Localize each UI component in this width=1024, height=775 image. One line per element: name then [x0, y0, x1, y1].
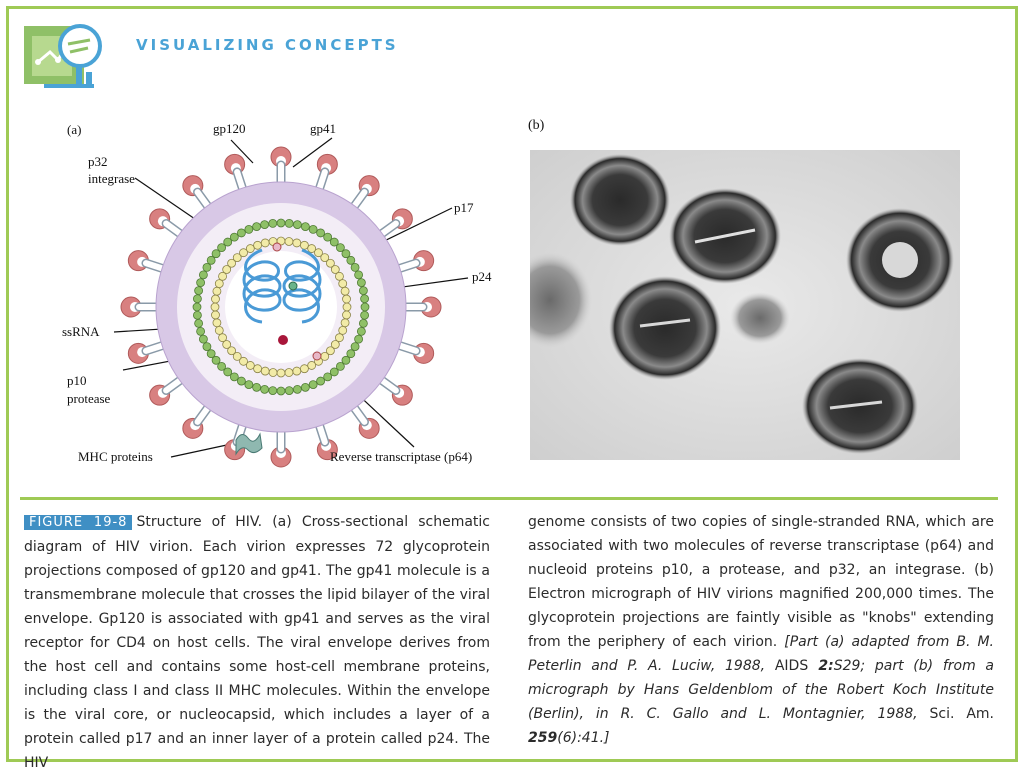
label-reverse-transcriptase: Reverse transcriptase (p64): [330, 449, 473, 464]
p17-ring-bead: [203, 343, 211, 351]
figure-label-badge: FIGURE 19-8: [24, 515, 132, 530]
p17-ring-bead: [195, 287, 203, 295]
p17-ring-bead: [347, 256, 355, 264]
p24-ring-bead: [341, 287, 349, 295]
p24-ring-bead: [254, 365, 262, 373]
p24-ring-bead: [293, 367, 301, 375]
credit-volume-sciam: 259: [528, 730, 558, 746]
core-interior: [225, 251, 337, 363]
p17-ring-bead: [357, 327, 365, 335]
reverse-transcriptase-dot: [313, 352, 321, 360]
p17-ring-bead: [261, 385, 269, 393]
p17-ring-bead: [309, 381, 317, 389]
p17-ring-bead: [237, 229, 245, 237]
p17-ring-bead: [261, 221, 269, 229]
p17-ring-bead: [277, 219, 285, 227]
p10-protease-dot: [278, 335, 288, 345]
label-p24: p24: [472, 269, 492, 284]
p17-ring-bead: [197, 327, 205, 335]
p17-ring-bead: [317, 229, 325, 237]
p24-ring-bead: [300, 365, 308, 373]
label-gp120: gp120: [213, 121, 246, 136]
p24-ring-bead: [285, 369, 293, 377]
p17-ring-bead: [230, 233, 238, 241]
panel-b-label: (b): [528, 118, 545, 133]
label-mhc-proteins: MHC proteins: [78, 449, 153, 464]
caption-text-2: genome consists of two copies of single-stranded RNA, which are associated with two molecules of reverse transcriptase (p64) and nucleoid proteins p10, a protease, and p32, an integrase. (b) Electron micrograph of HIV virions magnified 200,000 times. The glycoprotein projections are faintly visible as "knobs" extending from the periphery of each virion.: [528, 514, 994, 650]
p24-ring-bead: [341, 319, 349, 327]
p24-ring-bead: [335, 272, 343, 280]
p24-ring-bead: [339, 280, 347, 288]
p24-ring-bead: [300, 241, 308, 249]
label-integrase: integrase: [88, 171, 135, 186]
credit-part-3: (6):41.]: [557, 730, 610, 746]
p24-ring-bead: [269, 369, 277, 377]
p17-ring-bead: [359, 287, 367, 295]
p24-ring-bead: [277, 369, 285, 377]
p17-ring-bead: [269, 387, 277, 395]
p24-ring-bead: [261, 239, 269, 247]
label-ssrna: ssRNA: [62, 324, 100, 339]
p24-ring-bead: [285, 237, 293, 245]
label-p32: p32: [88, 154, 108, 169]
p17-ring-bead: [203, 263, 211, 271]
p24-ring-bead: [219, 334, 227, 342]
p24-ring-bead: [246, 245, 254, 253]
p17-ring-bead: [253, 223, 261, 231]
caption-divider: [20, 497, 998, 500]
p24-ring-bead: [215, 280, 223, 288]
p17-ring-bead: [245, 381, 253, 389]
p17-ring-bead: [301, 223, 309, 231]
p17-ring-bead: [324, 373, 332, 381]
p17-ring-bead: [361, 303, 369, 311]
p17-ring-bead: [293, 385, 301, 393]
credit-journal-aids: AIDS: [774, 658, 809, 674]
label-gp41: gp41: [310, 121, 336, 136]
p17-ring-bead: [361, 311, 369, 319]
p17-ring-bead: [355, 335, 363, 343]
p17-ring-bead: [253, 383, 261, 391]
p17-ring-bead: [351, 263, 359, 271]
credit-part-2: S29; part (b) from a micrograph by Hans Geldenblom of the Robert Koch Institute (Berlin), in R. C. Gallo and L. Montagnier, 1988,: [528, 658, 995, 722]
p17-ring-bead: [277, 387, 285, 395]
figure-caption-column-2: [528, 510, 994, 750]
p17-ring-bead: [309, 225, 317, 233]
p17-ring-bead: [193, 311, 201, 319]
p24-ring-bead: [211, 311, 219, 319]
p24-ring-bead: [261, 367, 269, 375]
p24-ring-bead: [215, 326, 223, 334]
p24-ring-bead: [293, 239, 301, 247]
p24-ring-bead: [343, 303, 351, 311]
p17-ring-bead: [195, 319, 203, 327]
p24-ring-bead: [213, 287, 221, 295]
p17-ring-bead: [355, 271, 363, 279]
credit-volume-aids: 2:: [808, 658, 834, 674]
electron-micrograph: [530, 150, 960, 460]
visualizing-concepts-logo: [24, 22, 106, 100]
label-protease: protease: [67, 391, 111, 406]
p17-ring-bead: [285, 387, 293, 395]
p17-ring-bead: [199, 271, 207, 279]
p17-ring-bead: [357, 279, 365, 287]
p17-ring-bead: [317, 377, 325, 385]
p24-ring-bead: [254, 241, 262, 249]
credit-journal-sciam: Sci. Am.: [929, 706, 994, 722]
p17-ring-bead: [199, 335, 207, 343]
p24-ring-bead: [339, 326, 347, 334]
virion-4: [609, 276, 721, 380]
credit-part-1: [Part (a) adapted from B. M. Peterlin and P. A. Luciw, 1988,: [528, 634, 994, 674]
p17-ring-bead: [193, 303, 201, 311]
p17-ring-bead: [361, 295, 369, 303]
p24-ring-bead: [211, 295, 219, 303]
p17-ring-bead: [197, 279, 205, 287]
p17-ring-bead: [285, 219, 293, 227]
section-title: VISUALIZING CONCEPTS: [136, 36, 399, 54]
p24-ring-bead: [211, 303, 219, 311]
p17-ring-bead: [237, 377, 245, 385]
panel-a-label: (a): [67, 122, 82, 137]
hiv-virion-diagram: [50, 110, 520, 480]
p32-core-dot: [289, 282, 297, 290]
p17-ring-bead: [301, 383, 309, 391]
p17-ring-bead: [269, 219, 277, 227]
p17-ring-bead: [193, 295, 201, 303]
p17-ring-bead: [207, 350, 215, 358]
virion-1: [570, 154, 670, 246]
caption-text-1: Structure of HIV. (a) Cross-sectional schematic diagram of HIV virion. Each virion expresses 72 glycoprotein projections composed of gp120 and gp41. The gp41 molecule is a transmembrane molecule that crosses the lipid bilayer of the viral envelope. Gp120 is associated with gp41 and serves as the viral receptor for CD4 on host cells. The viral envelope derives from the host cell and contains some host-cell membrane proteins, including class I and class II MHC molecules. Within the envelope is the viral core, or nucleocapsid, which includes a layer of a protein called p17 and an inner layer of a protein called p24. The HIV: [24, 514, 490, 771]
p17-ring-bead: [351, 343, 359, 351]
p24-ring-bead: [343, 311, 351, 319]
p17-ring-bead: [245, 225, 253, 233]
p17-ring-bead: [293, 221, 301, 229]
label-p10: p10: [67, 373, 87, 388]
p32-integrase-dot: [273, 243, 281, 251]
p24-ring-bead: [213, 319, 221, 327]
p24-ring-bead: [308, 361, 316, 369]
p17-ring-bead: [359, 319, 367, 327]
virion-7: [730, 292, 790, 344]
label-p17: p17: [454, 200, 474, 215]
p24-ring-bead: [343, 295, 351, 303]
figure-caption-column-1: [24, 510, 490, 775]
